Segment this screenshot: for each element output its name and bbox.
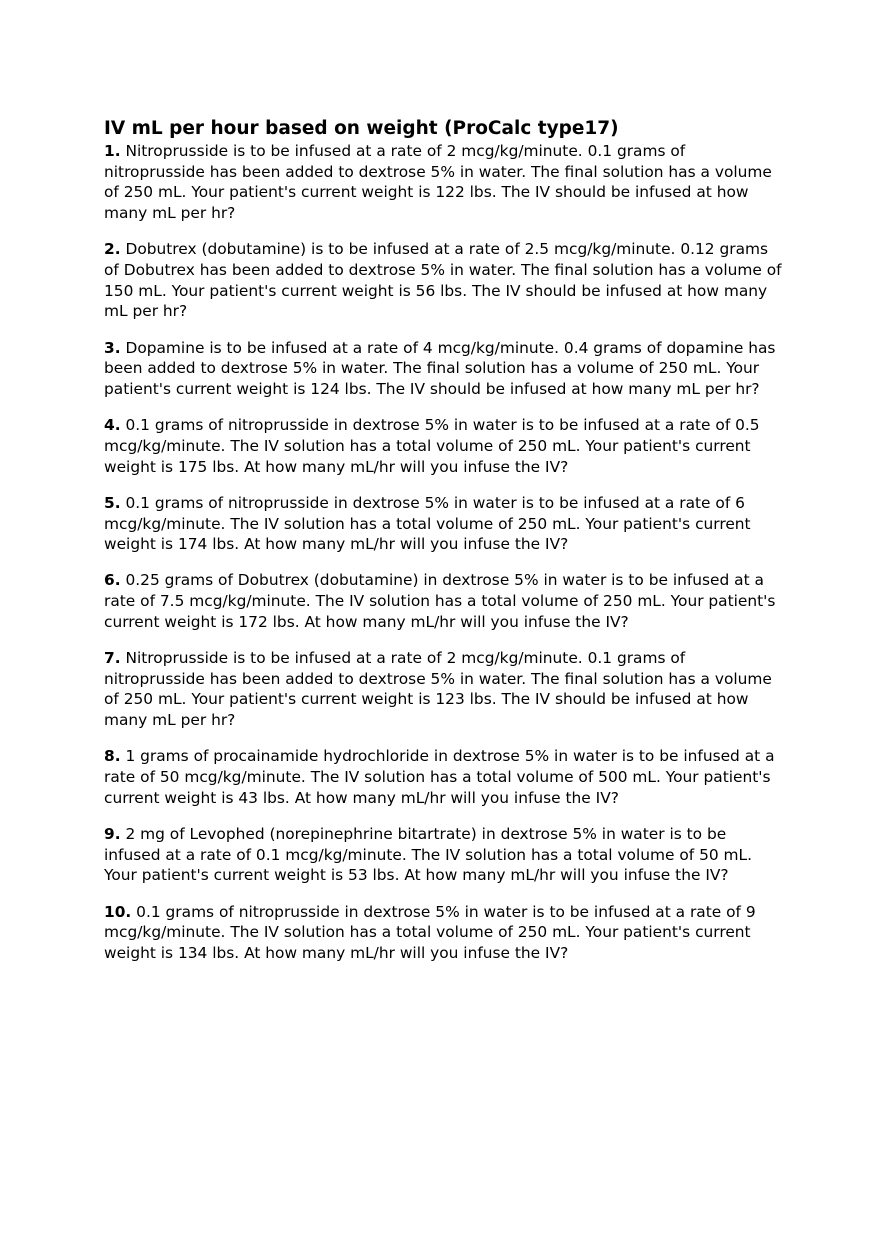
question-number: 5. — [104, 493, 121, 512]
question-item — [104, 239, 784, 322]
question-text: 0.25 grams of Dobutrex (dobutamine) in dextrose 5% in water is to be infused at a rate of 7.5 mcg/kg/minute. The IV solution has a total volume of 250 mL. Your patient's current weight is 172 lbs. At how many mL/hr will you infuse the IV? — [104, 571, 776, 631]
question-text: 0.1 grams of nitroprusside in dextrose 5% in water is to be infused at a rate of 0.5 mcg/kg/minute. The IV solution has a total volume of 250 mL. Your patient's current weight is 175 lbs. At how many mL/hr will you infuse the IV? — [104, 416, 760, 476]
question-item — [104, 746, 784, 808]
question-text: Dopamine is to be infused at a rate of 4 mcg/kg/minute. 0.4 grams of dopamine has been added to dextrose 5% in water. The final solution has a volume of 250 mL. Your patient's current weight is 124 lbs. The IV should be infused at how many mL per hr? — [104, 338, 776, 399]
document-title: IV mL per hour based on weight (ProCalc type17) — [104, 118, 619, 139]
question-item — [104, 570, 784, 632]
question-list — [104, 141, 784, 964]
question-item — [104, 338, 784, 400]
question-number: 8. — [104, 747, 121, 766]
question-text: 0.1 grams of nitroprusside in dextrose 5% in water is to be infused at a rate of 6 mcg/kg/minute. The IV solution has a total volume of 250 mL. Your patient's current weight is 174 lbs. At how many mL/hr will you infuse the IV? — [104, 493, 751, 554]
question-text: Nitroprusside is to be infused at a rate of 2 mcg/kg/minute. 0.1 grams of nitroprusside has been added to dextrose 5% in water. The final solution has a volume of 250 mL. Your patient's current weight is 123 lbs. The IV should be infused at how many mL per hr? — [104, 649, 772, 730]
question-number: 7. — [104, 649, 121, 668]
question-item — [104, 902, 784, 964]
question-number: 2. — [104, 240, 121, 259]
question-item — [104, 824, 784, 886]
question-item — [104, 648, 784, 731]
question-number: 6. — [104, 571, 121, 590]
question-text: Nitroprusside is to be infused at a rate of 2 mcg/kg/minute. 0.1 grams of nitroprusside has been added to dextrose 5% in water. The final solution has a volume of 250 mL. Your patient's current weight is 122 lbs. The IV should be infused at how many mL per hr? — [104, 142, 772, 223]
question-item — [104, 141, 784, 224]
question-text: 1 grams of procainamide hydrochloride in dextrose 5% in water is to be infused at a rate of 50 mcg/kg/minute. The IV solution has a total volume of 500 mL. Your patient's current weight is 43 lbs. At how many mL/hr will you infuse the IV? — [104, 747, 775, 807]
question-text: 2 mg of Levophed (norepinephrine bitartrate) in dextrose 5% in water is to be infused at a rate of 0.1 mcg/kg/minute. The IV solution has a total volume of 50 mL. Your patient's current weight is 53 lbs. At how many mL/hr will you infuse the IV? — [104, 824, 753, 885]
question-item — [104, 415, 784, 477]
question-number: 9. — [104, 824, 121, 843]
question-number: 3. — [104, 338, 121, 357]
question-text: 0.1 grams of nitroprusside in dextrose 5% in water is to be infused at a rate of 9 mcg/kg/minute. The IV solution has a total volume of 250 mL. Your patient's current weight is 134 lbs. At how many mL/hr will you infuse the IV? — [104, 902, 756, 962]
question-number: 4. — [104, 416, 121, 435]
question-text: Dobutrex (dobutamine) is to be infused at a rate of 2.5 mcg/kg/minute. 0.12 grams of Dobutrex has been added to dextrose 5% in water. The final solution has a volume of 150 mL. Your patient's current weight is 56 lbs. The IV should be infused at how many mL per hr? — [104, 240, 782, 321]
question-item — [104, 493, 784, 555]
question-number: 1. — [104, 142, 121, 160]
question-number: 10. — [104, 902, 132, 921]
